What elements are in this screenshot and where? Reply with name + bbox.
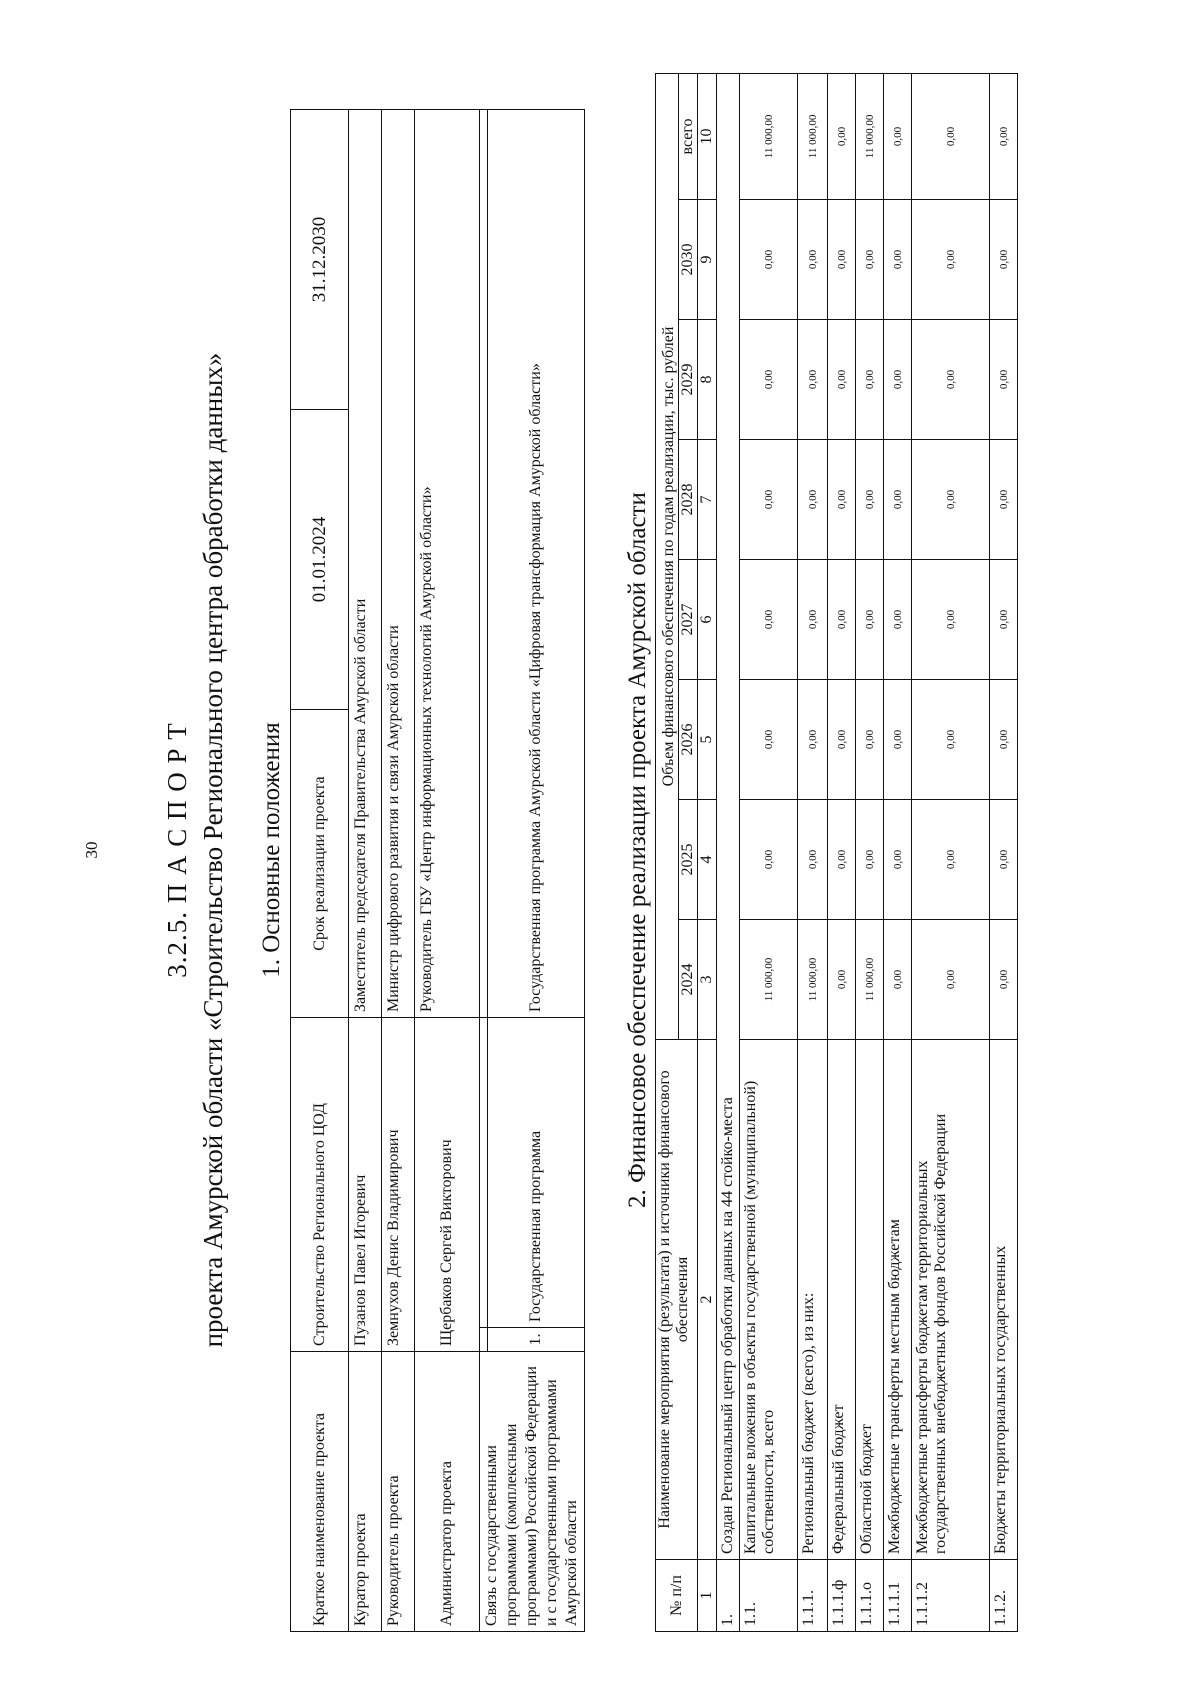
table-row	[717, 73, 740, 1631]
value-cell: 0,00	[990, 73, 1018, 199]
value-cell: 11 000,00	[798, 73, 828, 199]
value-cell: 0,00	[856, 200, 884, 320]
value-cell: 0,00	[828, 560, 856, 680]
column-numbers-row	[698, 73, 717, 1631]
table-row	[912, 73, 990, 1631]
row-number: 1.1.1.2	[912, 1560, 990, 1632]
value-cell: 0,00	[798, 200, 828, 320]
value-cell: 0,00	[828, 320, 856, 440]
row-number: 1.	[717, 1560, 740, 1632]
basic-provisions-table	[290, 109, 585, 1632]
table-row	[828, 73, 856, 1631]
column-number: 8	[698, 320, 717, 440]
value-cell: 0,00	[990, 200, 1018, 320]
value-cell: 0,00	[884, 560, 912, 680]
value-cell: 0,00	[798, 440, 828, 560]
row-name: Федеральный бюджет	[828, 1040, 856, 1560]
header-number: № п/п	[656, 1560, 698, 1632]
section-basic-title: 1. Основные положения	[258, 722, 285, 978]
value-cell: 0,00	[990, 920, 1018, 1040]
year-header: 2028	[679, 440, 698, 560]
header-name: Наименование мероприятия (результата) и источники финансового обеспечения	[656, 1040, 698, 1560]
table-row	[415, 110, 480, 1632]
value-cell: 0,00	[884, 680, 912, 800]
value-cell: 0,00	[740, 800, 798, 920]
value-cell: 0,00	[912, 800, 990, 920]
value-cell: 0,00	[990, 320, 1018, 440]
row-number: 1.1.	[740, 1560, 798, 1632]
row-name: Межбюджетные трансферты бюджетам территориальных государственных внебюджетных фондов Российской Федерации	[912, 1040, 990, 1560]
term-end: 31.12.2030	[291, 110, 349, 410]
column-number: 1	[698, 1560, 717, 1632]
row-number: 1.1.1.	[798, 1560, 828, 1632]
table-row	[349, 110, 382, 1632]
value-cell: 0,00	[912, 680, 990, 800]
head-name: Земнухов Денис Владимирович	[382, 1018, 415, 1352]
row-name: Капитальные вложения в объекты государственной (муниципальной) собственности, всего	[740, 1040, 798, 1560]
value-cell: 11 000,00	[740, 73, 798, 199]
column-number: 3	[698, 920, 717, 1040]
value-cell: 0,00	[828, 73, 856, 199]
value-cell: 0,00	[912, 200, 990, 320]
curator-label: Куратор проекта	[349, 1352, 382, 1632]
value-cell: 0,00	[884, 200, 912, 320]
value-cell: 0,00	[990, 440, 1018, 560]
year-header: 2025	[679, 800, 698, 920]
column-number: 6	[698, 560, 717, 680]
link-value: Государственная программа Амурской области «Цифровая трансформация Амурской области»	[488, 110, 585, 1018]
value-cell: 0,00	[912, 440, 990, 560]
project-title: проекта Амурской области «Строительство Регионального центра обработки данных»	[198, 352, 228, 1348]
value-cell: 0,00	[828, 680, 856, 800]
year-header: 2029	[679, 320, 698, 440]
row-name: Создан Региональный центр обработки данных на 44 стойко-места	[717, 73, 740, 1559]
row-number: 1.1.1.о	[856, 1560, 884, 1632]
row-number: 1.1.1.1	[884, 1560, 912, 1632]
link-label: Связь с государственными программами (комплексными программами) Российской Федерации и с государственными программами Амурской области	[480, 1352, 585, 1632]
value-cell: 0,00	[912, 320, 990, 440]
value-cell: 0,00	[990, 560, 1018, 680]
row-name: Бюджеты территориальных государственных	[990, 1040, 1018, 1560]
value-cell: 0,00	[856, 800, 884, 920]
table-row	[480, 110, 488, 1632]
column-number: 7	[698, 440, 717, 560]
value-cell: 0,00	[856, 680, 884, 800]
head-label: Руководитель проекта	[382, 1352, 415, 1632]
year-header: 2027	[679, 560, 698, 680]
column-number: 5	[698, 680, 717, 800]
value-cell: 0,00	[990, 680, 1018, 800]
year-header: 2026	[679, 680, 698, 800]
value-cell: 0,00	[990, 800, 1018, 920]
value-cell: 0,00	[828, 920, 856, 1040]
table-row	[382, 110, 415, 1632]
value-cell: 0,00	[912, 920, 990, 1040]
row-number: 1.1.2.	[990, 1560, 1018, 1632]
value-cell: 0,00	[828, 200, 856, 320]
value-cell: 0,00	[828, 800, 856, 920]
row-number: 1.1.1.ф	[828, 1560, 856, 1632]
value-cell: 0,00	[856, 320, 884, 440]
admin-position: Руководитель ГБУ «Центр информационных технологий Амурской области»	[415, 110, 480, 1018]
value-cell: 0,00	[740, 320, 798, 440]
short-name-label: Краткое наименование проекта	[291, 1352, 349, 1632]
value-cell: 0,00	[740, 560, 798, 680]
link-type: Государственная программа	[488, 1018, 585, 1328]
value-cell: 0,00	[798, 560, 828, 680]
curator-name: Пузанов Павел Игоревич	[349, 1018, 382, 1352]
value-cell: 0,00	[740, 680, 798, 800]
table-row	[740, 73, 798, 1631]
table-row	[990, 73, 1018, 1631]
column-number: 2	[698, 1040, 717, 1560]
table-row	[884, 73, 912, 1631]
value-cell: 0,00	[798, 320, 828, 440]
value-cell: 0,00	[740, 200, 798, 320]
value-cell: 11 000,00	[740, 920, 798, 1040]
value-cell: 0,00	[856, 440, 884, 560]
admin-name: Щербаков Сергей Викторович	[415, 1018, 480, 1352]
term-start: 01.01.2024	[291, 410, 349, 710]
value-cell: 0,00	[912, 560, 990, 680]
value-cell: 0,00	[856, 560, 884, 680]
admin-label: Администратор проекта	[415, 1352, 480, 1632]
year-header: 2024	[679, 920, 698, 1040]
value-cell: 11 000,00	[798, 920, 828, 1040]
value-cell: 0,00	[884, 320, 912, 440]
header-volume: Объем финансового обеспечения по годам реализации, тыс. рублей	[656, 73, 679, 1039]
value-cell: 0,00	[798, 800, 828, 920]
value-cell: 0,00	[884, 73, 912, 199]
curator-position: Заместитель председателя Правительства Амурской области	[349, 110, 382, 1018]
year-header: 2030	[679, 200, 698, 320]
value-cell: 0,00	[884, 440, 912, 560]
value-cell: 11 000,00	[856, 920, 884, 1040]
short-name-value: Строительство Регионального ЦОД	[291, 1018, 349, 1352]
row-name: Региональный бюджет (всего), из них:	[798, 1040, 828, 1560]
value-cell: 11 000,00	[856, 73, 884, 199]
page-number: 30	[82, 841, 101, 859]
table-row	[798, 73, 828, 1631]
value-cell: 0,00	[884, 800, 912, 920]
value-cell: 0,00	[740, 440, 798, 560]
passport-title: 3.2.5. П А С П О Р Т	[162, 722, 192, 978]
year-header: всего	[679, 73, 698, 199]
section-finance-title: 2. Финансовое обеспечение реализации проекта Амурской области	[624, 492, 651, 1208]
column-number: 9	[698, 200, 717, 320]
value-cell: 0,00	[828, 440, 856, 560]
finance-table	[655, 73, 1018, 1632]
row-name: Межбюджетные трансферты местным бюджетам	[884, 1040, 912, 1560]
value-cell: 0,00	[884, 920, 912, 1040]
term-label: Срок реализации проекта	[291, 710, 349, 1018]
table-row	[291, 110, 349, 1632]
header-row	[656, 73, 679, 1631]
column-number: 10	[698, 73, 717, 199]
table-row	[856, 73, 884, 1631]
value-cell: 0,00	[912, 73, 990, 199]
link-number: 1.	[488, 1328, 585, 1352]
value-cell: 0,00	[798, 680, 828, 800]
column-number: 4	[698, 800, 717, 920]
head-position: Министр цифрового развития и связи Амурской области	[382, 110, 415, 1018]
row-name: Областной бюджет	[856, 1040, 884, 1560]
